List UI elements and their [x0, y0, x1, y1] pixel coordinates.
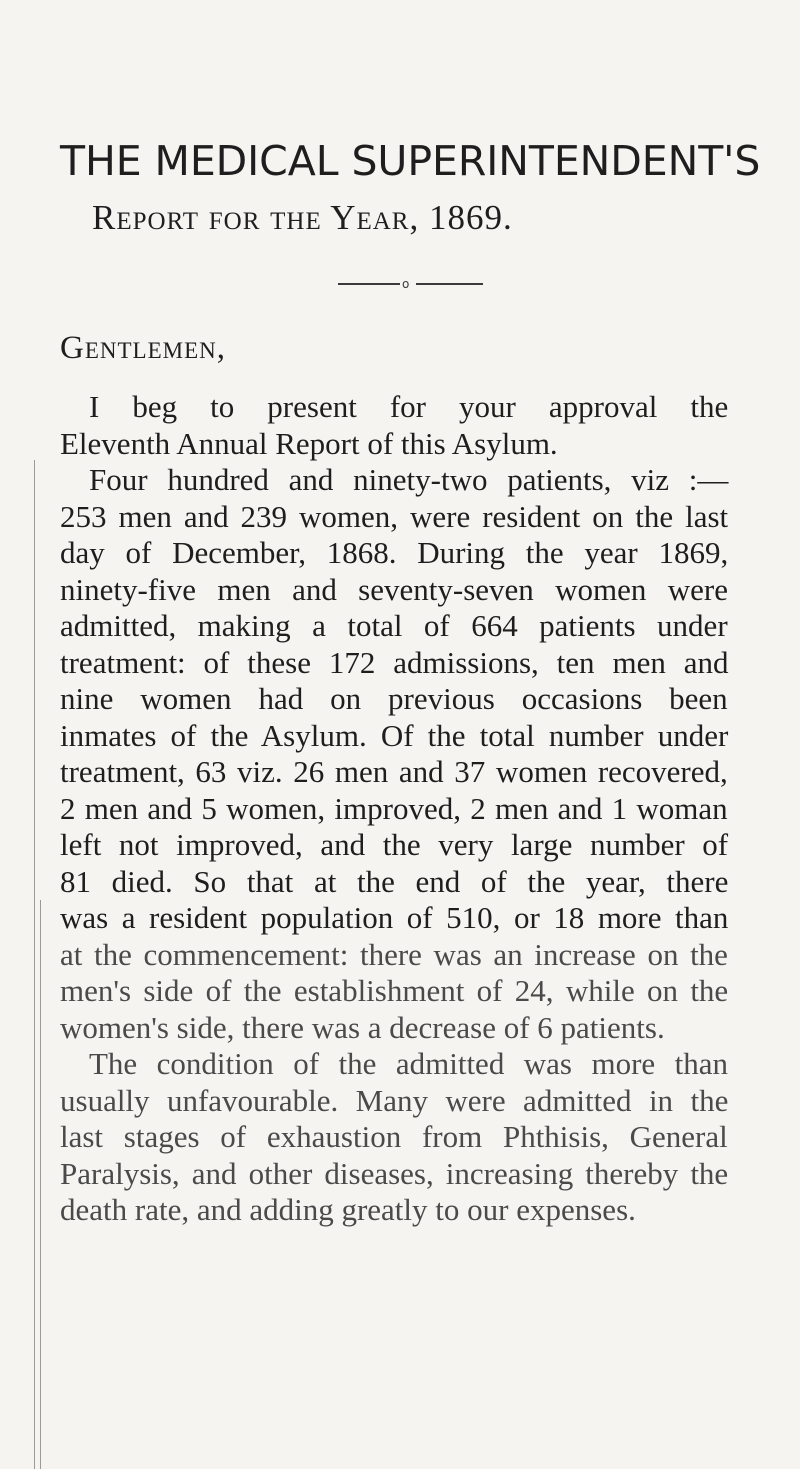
body-line: 81 died. So that at the end of the year, there: [60, 863, 729, 899]
body-line: treatment: of these 172 admissions, ten men and: [60, 644, 729, 680]
body-line: was a resident population of 510, or 18 more than: [60, 900, 729, 935]
page-edge-line: [34, 460, 35, 1469]
body-line: men's side of the establishment of 24, while on the: [60, 973, 729, 1008]
body-line: death rate, and adding greatly to our expenses.: [60, 1192, 636, 1227]
divider-ornament-letter: o: [402, 277, 410, 291]
body-line: Eleventh Annual Report of this Asylum.: [60, 425, 558, 461]
body-line: last stages of exhaustion from Phthisis, General: [60, 1119, 728, 1154]
body-line: I beg to present for your approval the: [89, 389, 729, 424]
body-line: inmates of the Asylum. Of the total number under: [60, 717, 729, 753]
body-line: at the commencement: there was an increase on the: [60, 936, 728, 972]
report-title: THE MEDICAL SUPERINTENDENT'S: [60, 137, 761, 185]
report-subtitle: Report for the Year, 1869.: [92, 198, 513, 237]
body-line: admitted, making a total of 664 patients under: [60, 608, 728, 643]
body-line: usually unfavourable. Many were admitted in the: [60, 1082, 729, 1118]
page-edge-line: [40, 900, 41, 1469]
divider-ornament: [338, 277, 483, 291]
body-line: 2 men and 5 women, improved, 2 men and 1 woman: [60, 790, 728, 826]
body-line: Paralysis, and other diseases, increasing thereby the: [60, 1155, 729, 1191]
body-line: nine women had on previous occasions been: [60, 681, 728, 716]
body-line: 253 men and 239 women, were resident on the last: [60, 498, 729, 534]
body-line: left not improved, and the very large number of: [60, 827, 729, 862]
body-line: Four hundred and ninety-two patients, viz :—: [89, 462, 729, 497]
body-line: treatment, 63 viz. 26 men and 37 women recovered,: [60, 754, 728, 789]
body-line: women's side, there was a decrease of 6 patients.: [60, 1009, 665, 1045]
salutation: Gentlemen,: [60, 330, 226, 366]
body-line: The condition of the admitted was more than: [89, 1046, 728, 1081]
body-line: day of December, 1868. During the year 1869,: [60, 535, 729, 570]
body-line: ninety-five men and seventy-seven women were: [60, 571, 728, 607]
